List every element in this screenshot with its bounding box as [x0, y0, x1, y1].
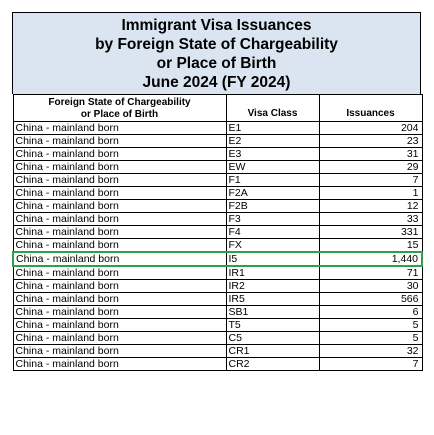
header-foreign-state-line2: or Place of Birth: [80, 109, 159, 120]
cell-visa-class: E2: [226, 135, 319, 148]
cell-issuances: 71: [319, 266, 422, 280]
table-row: [13, 293, 422, 306]
cell-issuances: 1: [319, 187, 422, 200]
cell-visa-class: F2A: [226, 187, 319, 200]
table-row: [13, 266, 422, 280]
table-row: [13, 213, 422, 226]
cell-place-of-birth: China - mainland born: [13, 226, 226, 239]
title-line-2: by Foreign State of Chargeability: [95, 36, 338, 53]
cell-issuances: 30: [319, 280, 422, 293]
cell-place-of-birth: China - mainland born: [13, 358, 226, 371]
cell-issuances: 6: [319, 306, 422, 319]
table-row: [13, 345, 422, 358]
table-row: [13, 174, 422, 187]
title-line-3: or Place of Birth: [156, 55, 277, 72]
table-header-row: [13, 95, 422, 122]
cell-visa-class: F3: [226, 213, 319, 226]
table-row: [13, 161, 422, 174]
cell-visa-class: I5: [226, 252, 319, 266]
cell-issuances: 566: [319, 293, 422, 306]
cell-issuances: 331: [319, 226, 422, 239]
cell-issuances: 12: [319, 200, 422, 213]
cell-visa-class: E1: [226, 122, 319, 135]
table-row: [13, 280, 422, 293]
cell-visa-class: IR5: [226, 293, 319, 306]
table-row: [13, 226, 422, 239]
cell-place-of-birth: China - mainland born: [13, 174, 226, 187]
title-line-4: June 2024 (FY 2024): [142, 74, 291, 91]
cell-place-of-birth: China - mainland born: [13, 187, 226, 200]
cell-issuances: 5: [319, 319, 422, 332]
cell-issuances: 5: [319, 332, 422, 345]
table-row: [13, 319, 422, 332]
title-line-1: Immigrant Visa Issuances: [121, 17, 312, 34]
header-issuances: Issuances: [319, 95, 422, 122]
cell-place-of-birth: China - mainland born: [13, 135, 226, 148]
cell-issuances: 29: [319, 161, 422, 174]
cell-visa-class: IR2: [226, 280, 319, 293]
cell-place-of-birth: China - mainland born: [13, 213, 226, 226]
cell-visa-class: IR1: [226, 266, 319, 280]
table-row-highlighted: [13, 252, 422, 266]
cell-visa-class: C5: [226, 332, 319, 345]
table-row: [13, 306, 422, 319]
table-row: [13, 122, 422, 135]
cell-visa-class: F1: [226, 174, 319, 187]
cell-visa-class: FX: [226, 239, 319, 253]
header-foreign-state: [13, 95, 226, 122]
cell-place-of-birth: China - mainland born: [13, 332, 226, 345]
table-row: [13, 239, 422, 253]
cell-place-of-birth: China - mainland born: [13, 122, 226, 135]
table-row: [13, 187, 422, 200]
header-foreign-state-line1: Foreign State of Chargeability: [48, 97, 191, 108]
report-title: [12, 12, 421, 94]
visa-issuance-sheet: [12, 12, 421, 371]
header-visa-class: Visa Class: [226, 95, 319, 122]
cell-issuances: 31: [319, 148, 422, 161]
table-row: [13, 200, 422, 213]
cell-visa-class: EW: [226, 161, 319, 174]
cell-issuances: 204: [319, 122, 422, 135]
cell-issuances: 32: [319, 345, 422, 358]
cell-place-of-birth: China - mainland born: [13, 293, 226, 306]
cell-place-of-birth: China - mainland born: [13, 161, 226, 174]
cell-place-of-birth: China - mainland born: [13, 200, 226, 213]
cell-place-of-birth: China - mainland born: [13, 345, 226, 358]
cell-issuances: 7: [319, 358, 422, 371]
cell-place-of-birth: China - mainland born: [13, 280, 226, 293]
cell-visa-class: CR2: [226, 358, 319, 371]
cell-place-of-birth: China - mainland born: [13, 252, 226, 266]
cell-visa-class: F4: [226, 226, 319, 239]
cell-issuances: 23: [319, 135, 422, 148]
cell-visa-class: E3: [226, 148, 319, 161]
cell-visa-class: F2B: [226, 200, 319, 213]
table-row: [13, 135, 422, 148]
cell-place-of-birth: China - mainland born: [13, 239, 226, 253]
cell-place-of-birth: China - mainland born: [13, 306, 226, 319]
cell-visa-class: SB1: [226, 306, 319, 319]
issuance-table: [12, 94, 423, 371]
cell-place-of-birth: China - mainland born: [13, 266, 226, 280]
cell-place-of-birth: China - mainland born: [13, 319, 226, 332]
cell-visa-class: CR1: [226, 345, 319, 358]
table-row: [13, 358, 422, 371]
cell-issuances: 15: [319, 239, 422, 253]
cell-issuances: 7: [319, 174, 422, 187]
cell-visa-class: T5: [226, 319, 319, 332]
table-row: [13, 332, 422, 345]
table-row: [13, 148, 422, 161]
cell-place-of-birth: China - mainland born: [13, 148, 226, 161]
table-body: [13, 122, 422, 371]
cell-issuances: 33: [319, 213, 422, 226]
cell-issuances: 1,440: [319, 252, 422, 266]
